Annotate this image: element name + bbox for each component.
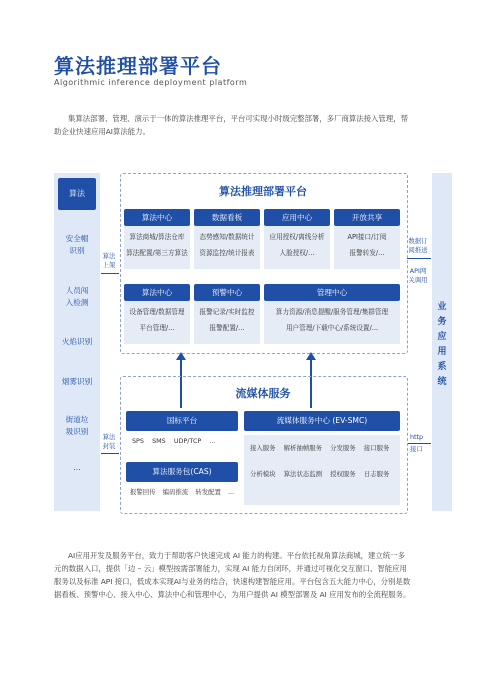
cas-item: 转发配置 bbox=[195, 488, 221, 496]
intro-line: 助企业快速应用AI算法能力。 bbox=[54, 127, 150, 136]
smc-item: 接口服务 bbox=[363, 444, 390, 452]
module-head: 数据看板 bbox=[194, 209, 260, 226]
module-algorithm-center-2 bbox=[124, 284, 190, 344]
module-line: 应用授权/离线分析 bbox=[269, 233, 325, 241]
module-line: 平台管理/... bbox=[139, 324, 175, 332]
gb-item: UDP/TCP bbox=[173, 437, 202, 445]
connector-label-api-gateway: API网关调用 bbox=[408, 267, 428, 284]
connector-label-subscribe: 数据订阅推送 bbox=[408, 237, 428, 254]
gb-item: ... bbox=[209, 437, 216, 445]
module-head: 国标平台 bbox=[126, 411, 238, 431]
connector-label-listing: 算法上架 bbox=[102, 252, 116, 269]
gb-item: SPS bbox=[132, 437, 144, 445]
module-line: 报警记录/实时监控 bbox=[199, 308, 255, 316]
cas-item: ... bbox=[228, 488, 235, 496]
module-head: 算法中心 bbox=[124, 284, 190, 301]
arrow-up-icon bbox=[176, 352, 186, 360]
smc-item: 算法状态监测 bbox=[283, 470, 323, 478]
connector-label-interface: 接口 bbox=[410, 445, 423, 453]
module-head: 管理中心 bbox=[264, 284, 400, 301]
intro-paragraph bbox=[54, 112, 458, 138]
sidebar-item: ... bbox=[73, 463, 81, 472]
sidebar-item: 火焰识别 bbox=[61, 337, 93, 346]
module-line: 人脸授权/... bbox=[279, 249, 315, 257]
module-dashboard bbox=[194, 209, 260, 269]
module-head: 应用中心 bbox=[264, 209, 330, 226]
smc-item: 分发服务 bbox=[330, 444, 356, 452]
module-line: 设备管理/数据管理 bbox=[129, 308, 185, 316]
module-line: 态势感知/数据统计 bbox=[199, 233, 255, 241]
module-body bbox=[194, 226, 260, 269]
smc-item: 日志服务 bbox=[363, 470, 390, 478]
smc-item: 授权服务 bbox=[330, 470, 356, 478]
section-title: 算法推理部署平台 bbox=[219, 185, 307, 198]
sidebar-item: 烟雾识别 bbox=[61, 377, 93, 386]
connector-label-http: http bbox=[410, 433, 424, 441]
module-cas bbox=[126, 462, 238, 502]
sidebar-item: 人员闯入检测 bbox=[65, 286, 89, 307]
outro-paragraph bbox=[54, 549, 454, 601]
module-line: 算力资源/消息提醒/服务管理/集群管理 bbox=[275, 308, 389, 316]
module-head: 算法中心 bbox=[124, 209, 190, 226]
module-body bbox=[264, 226, 330, 269]
module-line: 报警配置/... bbox=[209, 324, 245, 332]
module-body bbox=[334, 226, 400, 269]
sidebar-head: 算法 bbox=[58, 178, 96, 210]
page-title: 算法推理部署平台 bbox=[54, 54, 222, 78]
cas-item: 编码推流 bbox=[162, 488, 189, 496]
outro-line: 据看板、预警中心、接入中心、算法中心和管理中心，为用户提供 AI 模型部署及 AI 应用发布的全流程服务。 bbox=[54, 590, 411, 599]
sidebar-item: 街道垃圾识别 bbox=[65, 415, 89, 436]
outro-line: AI应用开发及服务平台，致力于帮助客户快速完成 AI 能力的构建。平台依托视角算法商城，建立统一多 bbox=[68, 551, 405, 560]
module-algorithm-center bbox=[124, 209, 190, 269]
module-open-sharing bbox=[334, 209, 400, 269]
module-management-center bbox=[264, 284, 400, 344]
module-line: 用户管理/下载中心/系统设置/... bbox=[285, 324, 379, 332]
gb-item: SMS bbox=[152, 437, 166, 445]
module-smc bbox=[244, 411, 400, 505]
outro-line: 服务以及标准 API 接口，低成本实现AI与业务的结合，快速构建智能应用。平台包含五大能力中心，分别是数 bbox=[54, 577, 411, 586]
module-app-center bbox=[264, 209, 330, 269]
intro-line: 集算法部署、管理、演示于一体的算法推理平台，平台可实现小时级完整部署，多厂商算法接入管理，帮 bbox=[68, 114, 408, 123]
module-body bbox=[126, 431, 238, 451]
module-body bbox=[244, 435, 400, 505]
module-line: API接口/订阅 bbox=[347, 233, 387, 241]
business-app-label: 业务应用系统 bbox=[437, 302, 447, 387]
module-head: 算法服务包(CAS) bbox=[126, 462, 238, 482]
module-line: 资源监控/统计报表 bbox=[199, 249, 255, 257]
arrow-up-icon bbox=[306, 352, 316, 360]
module-head: 流媒体服务中心 (EV-SMC) bbox=[244, 411, 400, 431]
module-head: 预警中心 bbox=[194, 284, 260, 301]
smc-item: 接入服务 bbox=[250, 444, 276, 452]
module-body bbox=[124, 226, 190, 269]
module-body bbox=[124, 301, 190, 344]
module-line: 报警转发/... bbox=[349, 249, 385, 257]
smc-item: 分析模块 bbox=[250, 470, 276, 478]
section-title: 流媒体服务 bbox=[235, 387, 291, 400]
connector-line bbox=[101, 453, 119, 454]
module-line: 算法商城/算法仓库 bbox=[129, 233, 185, 241]
connector-label-package: 算法封装 bbox=[102, 433, 116, 450]
sidebar-item: 安全帽识别 bbox=[65, 234, 89, 255]
connector-line bbox=[407, 258, 431, 259]
module-line: 算法配置/第三方算法 bbox=[126, 249, 188, 257]
smc-item: 解析抽帧服务 bbox=[283, 444, 323, 452]
module-alert-center bbox=[194, 284, 260, 344]
module-body bbox=[194, 301, 260, 344]
module-head: 开放共享 bbox=[334, 209, 400, 226]
connector-line bbox=[101, 273, 119, 274]
connector-line bbox=[407, 443, 431, 444]
module-body bbox=[264, 301, 400, 344]
cas-item: 报警回传 bbox=[130, 488, 156, 496]
module-body bbox=[126, 482, 238, 502]
module-gb-platform bbox=[126, 411, 238, 451]
outro-line: 元的数据入口，提供「边 – 云」模型按需部署能力，实现 AI 能力自闭环，并通过可视化交互窗口、智能应用 bbox=[54, 564, 407, 573]
page-subtitle: Algorithmic inference deployment platform bbox=[54, 78, 248, 87]
